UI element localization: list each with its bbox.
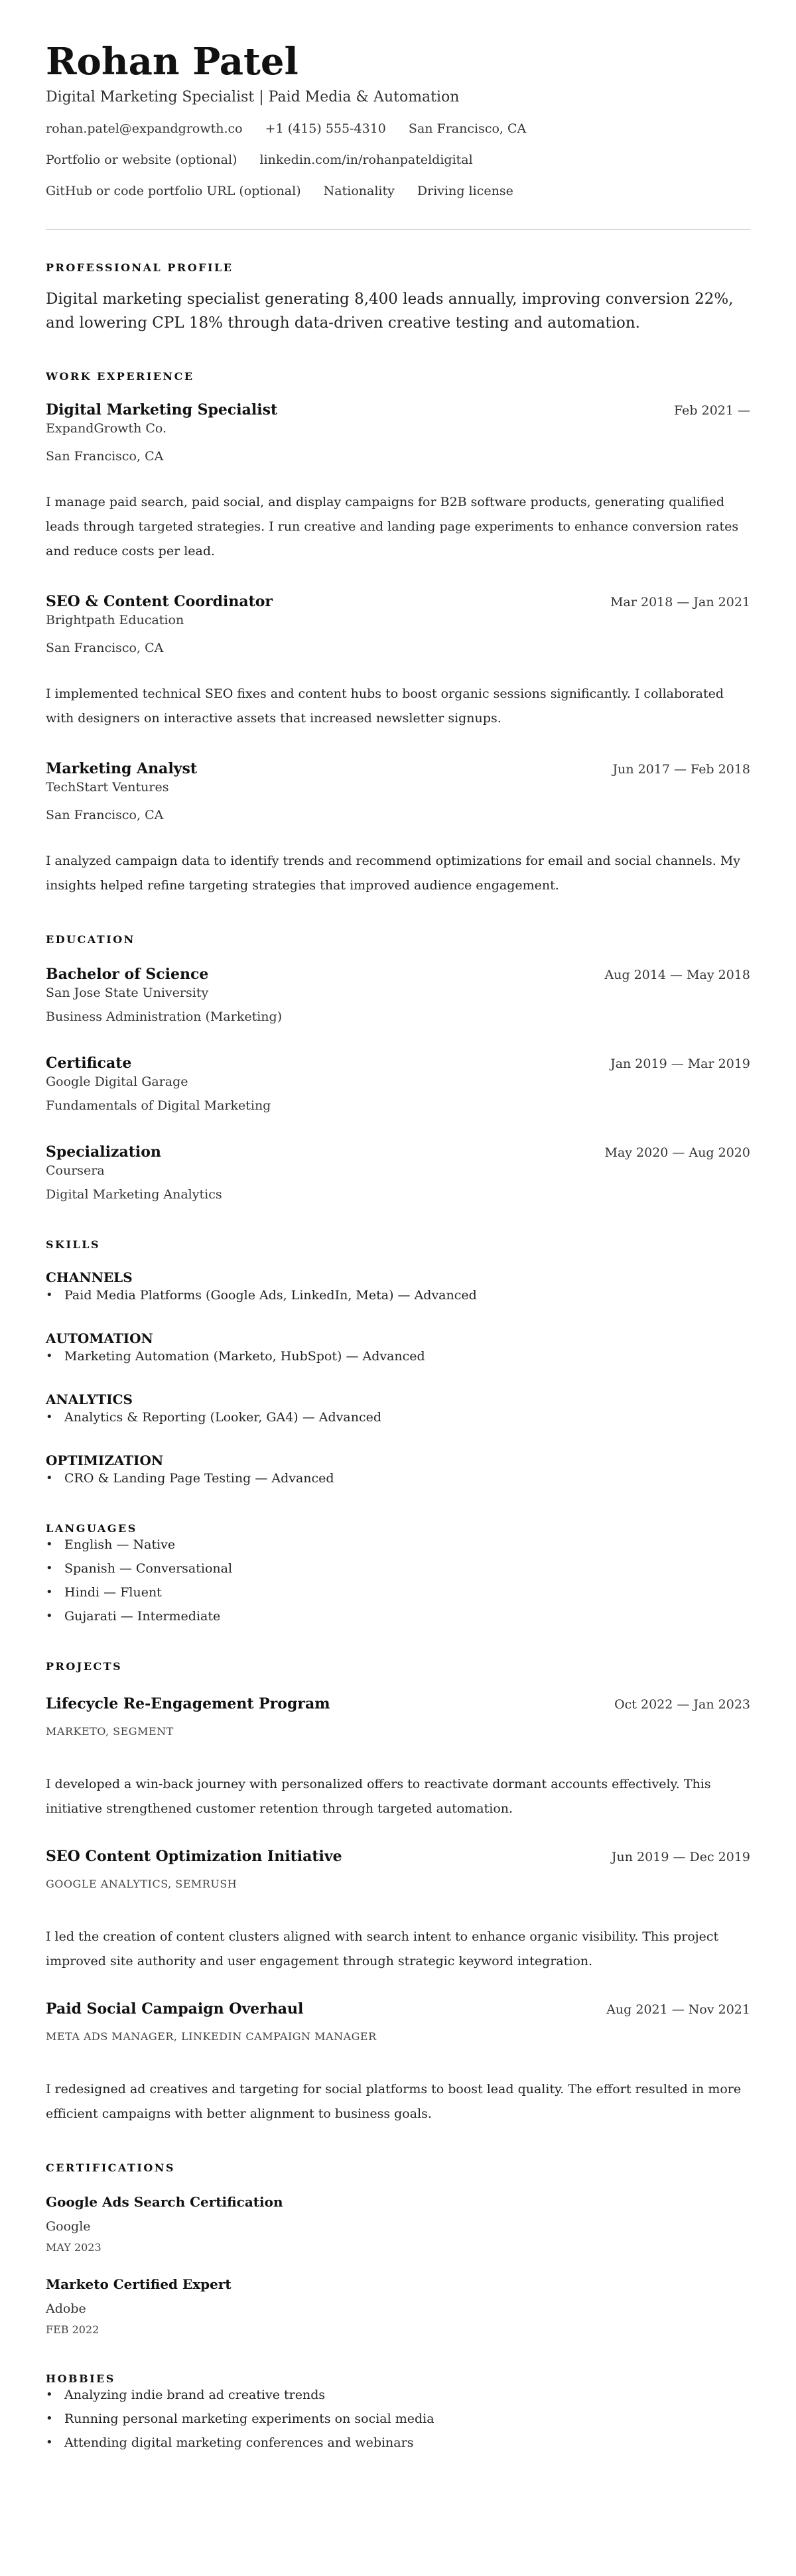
hobby-item: • Analyzing indie brand ad creative trends: [46, 2386, 750, 2404]
section-languages: [46, 1521, 750, 1625]
hobby-item: • Running personal marketing experiments on social media: [46, 2410, 750, 2427]
project-entry: [46, 1846, 750, 1974]
contact-nationality: Nationality: [323, 184, 395, 198]
job-description: I analyzed campaign data to identify trends and recommend optimizations for email and social channels. My insights helped refine targeting strategies that improved audience engagement.: [46, 854, 741, 893]
section-hobbies: [46, 2372, 750, 2451]
skill-group-title: CHANNELS: [46, 1269, 133, 1285]
job-company: Brightpath Education: [46, 613, 184, 627]
experience-entry: [46, 592, 750, 731]
job-location: San Francisco, CA: [46, 449, 164, 464]
education-entry: [46, 1142, 750, 1203]
job-dates: Jun 2017 — Feb 2018: [612, 762, 750, 777]
job-location: San Francisco, CA: [46, 641, 164, 655]
certification-name: Google Ads Search Certification: [46, 2194, 283, 2210]
section-projects: [46, 1659, 750, 2126]
certification-date: MAY 2023: [46, 2241, 101, 2254]
project-description: I redesigned ad creatives and targeting for social platforms to boost lead quality. The effort resulted in more efficient campaigns with better alignment to business goals.: [46, 2082, 742, 2121]
contact-portfolio[interactable]: Portfolio or website (optional): [46, 153, 237, 167]
section-title-experience: WORK EXPERIENCE: [46, 370, 194, 383]
contact-email[interactable]: rohan.patel@expandgrowth.co: [46, 121, 243, 136]
job-location: San Francisco, CA: [46, 808, 164, 822]
project-name: Paid Social Campaign Overhaul: [46, 2000, 304, 2018]
certification-name: Marketo Certified Expert: [46, 2276, 232, 2292]
experience-entry: [46, 759, 750, 898]
field-of-study: Digital Marketing Analytics: [46, 1187, 222, 1202]
job-company: TechStart Ventures: [46, 780, 169, 795]
project-dates: Oct 2022 — Jan 2023: [614, 1697, 750, 1712]
section-title-languages: LANGUAGES: [46, 1522, 137, 1535]
institution-name: Google Digital Garage: [46, 1074, 188, 1089]
contact-github[interactable]: GitHub or code portfolio URL (optional): [46, 184, 301, 198]
institution-name: Coursera: [46, 1163, 105, 1178]
project-dates: Aug 2021 — Nov 2021: [606, 2002, 750, 2017]
skill-item: • Marketing Automation (Marketo, HubSpot) — Advanced: [46, 1348, 750, 1365]
contact-row-1: [46, 121, 750, 137]
job-description: I implemented technical SEO fixes and content hubs to boost organic sessions significantly. I collaborated with designers on interactive assets that increased newsletter signups.: [46, 686, 724, 726]
section-title-skills: SKILLS: [46, 1238, 100, 1251]
section-title-education: EDUCATION: [46, 933, 135, 946]
education-entry: [46, 964, 750, 1025]
contact-location: San Francisco, CA: [408, 121, 527, 136]
section-title-hobbies: HOBBIES: [46, 2372, 115, 2385]
education-dates: Aug 2014 — May 2018: [604, 968, 750, 982]
section-skills: [46, 1238, 750, 1487]
job-title: SEO & Content Coordinator: [46, 593, 273, 610]
project-tools: META ADS MANAGER, LINKEDIN CAMPAIGN MANAGER: [46, 2030, 377, 2043]
project-entry: [46, 1999, 750, 2126]
contact-row-3: [46, 183, 750, 200]
contact-linkedin[interactable]: linkedin.com/in/rohanpateldigital: [259, 153, 473, 167]
job-dates: Mar 2018 — Jan 2021: [610, 595, 750, 610]
contact-row-2: [46, 152, 750, 168]
education-dates: May 2020 — Aug 2020: [604, 1145, 750, 1160]
skill-item: • Analytics & Reporting (Looker, GA4) — Advanced: [46, 1409, 750, 1426]
project-dates: Jun 2019 — Dec 2019: [611, 1850, 750, 1864]
field-of-study: Business Administration (Marketing): [46, 1009, 283, 1024]
education-entry: [46, 1053, 750, 1114]
section-education: [46, 933, 750, 1203]
candidate-headline: Digital Marketing Specialist | Paid Media & Automation: [46, 89, 460, 105]
certification-entry: [46, 2193, 750, 2255]
degree-title: Specialization: [46, 1143, 161, 1161]
institution-name: San Jose State University: [46, 986, 209, 1000]
certification-issuer: Google: [46, 2219, 91, 2234]
hobby-item: • Attending digital marketing conferences and webinars: [46, 2434, 750, 2451]
contact-driving-license: Driving license: [417, 184, 513, 198]
project-name: SEO Content Optimization Initiative: [46, 1848, 342, 1865]
skill-group-channels: [46, 1268, 750, 1304]
field-of-study: Fundamentals of Digital Marketing: [46, 1098, 271, 1113]
skill-group-optimization: [46, 1451, 750, 1487]
experience-entry: [46, 400, 750, 564]
resume-header: [46, 37, 750, 200]
project-tools: GOOGLE ANALYTICS, SEMRUSH: [46, 1878, 237, 1890]
header-divider: [46, 229, 750, 230]
job-description: I manage paid search, paid social, and display campaigns for B2B software products, generating qualified leads through targeted strategies. I run creative and landing page experiments to enhance conversion rates and reduce costs per lead.: [46, 495, 739, 558]
section-title-certifications: CERTIFICATIONS: [46, 2161, 175, 2174]
profile-summary: Digital marketing specialist generating 8,400 leads annually, improving conversion 22%, and lowering CPL 18% through data-driven creative testing and automation.: [46, 290, 734, 332]
candidate-name: Rohan Patel: [46, 40, 298, 84]
section-title-projects: PROJECTS: [46, 1660, 123, 1673]
language-item: • Gujarati — Intermediate: [46, 1608, 750, 1625]
skill-group-title: OPTIMIZATION: [46, 1452, 164, 1468]
project-description: I developed a win-back journey with personalized offers to reactivate dormant accounts effectively. This initiative strengthened customer retention through targeted automation.: [46, 1777, 711, 1816]
certification-issuer: Adobe: [46, 2301, 86, 2316]
job-company: ExpandGrowth Co.: [46, 421, 167, 436]
project-name: Lifecycle Re-Engagement Program: [46, 1695, 330, 1712]
project-description: I led the creation of content clusters aligned with search intent to enhance organic visibility. This project improved site authority and user engagement through strategic keyword integration.: [46, 1929, 719, 1968]
language-item: • English — Native: [46, 1536, 750, 1553]
skill-group-title: AUTOMATION: [46, 1330, 153, 1346]
skill-group-automation: [46, 1329, 750, 1365]
project-entry: [46, 1694, 750, 1821]
job-dates: Feb 2021 —: [674, 403, 750, 418]
skill-group-title: ANALYTICS: [46, 1391, 133, 1407]
job-title: Marketing Analyst: [46, 760, 198, 777]
education-dates: Jan 2019 — Mar 2019: [610, 1057, 750, 1071]
skill-item: • Paid Media Platforms (Google Ads, LinkedIn, Meta) — Advanced: [46, 1287, 750, 1304]
degree-title: Bachelor of Science: [46, 966, 209, 983]
contact-phone[interactable]: +1 (415) 555-4310: [265, 121, 386, 136]
skill-item: • CRO & Landing Page Testing — Advanced: [46, 1470, 750, 1487]
certification-date: FEB 2022: [46, 2323, 100, 2336]
language-item: • Spanish — Conversational: [46, 1560, 750, 1577]
certification-entry: [46, 2275, 750, 2337]
degree-title: Certificate: [46, 1055, 132, 1072]
project-tools: MARKETO, SEGMENT: [46, 1725, 174, 1738]
section-certifications: [46, 2161, 750, 2337]
job-title: Digital Marketing Specialist: [46, 401, 278, 419]
section-profile: [46, 261, 750, 335]
section-experience: [46, 369, 750, 898]
section-title-profile: PROFESSIONAL PROFILE: [46, 261, 233, 274]
language-item: • Hindi — Fluent: [46, 1584, 750, 1601]
skill-group-analytics: [46, 1390, 750, 1426]
